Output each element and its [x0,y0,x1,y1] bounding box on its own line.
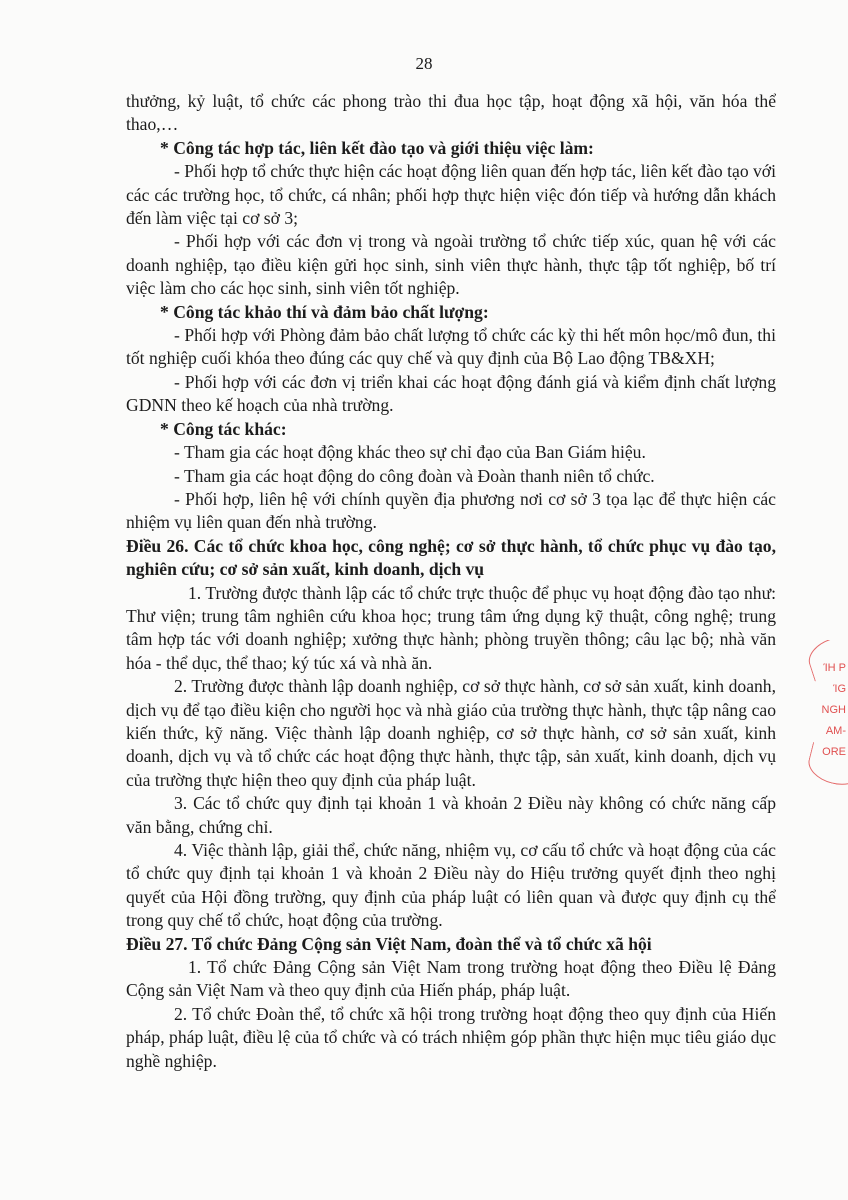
article-heading-27: Điều 27. Tổ chức Đảng Cộng sản Việt Nam, đoàn thể và tổ chức xã hội [126,933,652,954]
paragraph: 4. Việc thành lập, giải thể, chức năng, nhiệm vụ, cơ cấu tổ chức và hoạt động của các tổ chức quy định tại khoản 1 và khoản 2 Điều này do Hiệu trưởng quyết định theo nghị quyết của Hội đồng trường, quy định của pháp luật có liên quan và được quy định cụ thể trong quy chế tổ chức, hoạt động của trường. [126,840,776,931]
document-body [126,90,776,1073]
section-heading: * Công tác khác: [160,418,287,439]
seal-arc-bottom [808,742,848,790]
paragraph: - Phối hợp với các đơn vị triển khai các hoạt động đánh giá và kiểm định chất lượng GDNN theo kế hoạch của nhà trường. [126,371,776,416]
paragraph: - Phối hợp, liên hệ với chính quyền địa phương nơi cơ sở 3 tọa lạc để thực hiện các nhiệm vụ liên quan đến nhà trường. [126,488,776,533]
paragraph: - Tham gia các hoạt động khác theo sự chỉ đạo của Ban Giám hiệu. [174,442,646,463]
paragraph: - Phối hợp tổ chức thực hiện các hoạt động liên quan đến hợp tác, liên kết đào tạo với các các trường học, tổ chức, cá nhân; phối hợp thực hiện việc đón tiếp và hướng dẫn khách đến làm việc tại cơ sở 3; [126,161,777,229]
paragraph: thưởng, kỷ luật, tổ chức các phong trào thi đua học tập, hoạt động xã hội, văn hóa thể thao,… [126,91,776,135]
paragraph: 3. Các tổ chức quy định tại khoản 1 và khoản 2 Điều này không có chức năng cấp văn bằng, chứng chỉ. [126,793,776,837]
section-heading: * Công tác khảo thí và đảm bảo chất lượng: [160,301,489,322]
paragraph: 2. Tổ chức Đoàn thể, tổ chức xã hội trong trường hoạt động theo quy định của Hiến pháp, pháp luật, điều lệ của tổ chức và có trách nhiệm góp phần thực hiện mục tiêu giáo dục nghề nghiệp. [126,1003,776,1071]
official-seal-partial [808,640,848,790]
paragraph: - Phối hợp với Phòng đảm bảo chất lượng tổ chức các kỳ thi hết môn học/mô đun, thi tốt nghiệp cuối khóa theo đúng các quy chế và quy định của Bộ Lao động TB&XH; [126,325,776,369]
paragraph: 2. Trường được thành lập doanh nghiệp, cơ sở thực hành, cơ sở sản xuất, kinh doanh, dịch vụ để tạo điều kiện cho người học và nhà giáo của trường thực hành, thực tập nâng cao kiến thức, kỹ năng. Việc thành lập doanh nghiệp, cơ sở thực hành, cơ sở sản xuất, kinh doanh, dịch vụ và tổ chức các hoạt động thực hành, thực tập, sản xuất, kinh doanh, dịch vụ của trường thực hiện theo quy định của pháp luật. [126,676,776,790]
seal-text: ΊΗ P ΊG NGH ΑΜ- ORE [821,662,846,758]
paragraph: 1. Trường được thành lập các tổ chức trực thuộc để phục vụ hoạt động đào tạo như: Thư viện; trung tâm nghiên cứu khoa học; trung tâm ứng dụng kỹ thuật, công nghệ; trung tâm hợp tác với doanh nghiệp; xưởng thực hành; phòng truyền thông; câu lạc bộ; nhà văn hóa - thể dục, thể thao; ký túc xá và nhà ăn. [126,582,776,673]
paragraph: - Phối hợp với các đơn vị trong và ngoài trường tổ chức tiếp xúc, quan hệ với các doanh nghiệp, tạo điều kiện gửi học sinh, sinh viên thực hành, thực tập tốt nghiệp, bố trí việc làm cho các học sinh, sinh viên tốt nghiệp. [126,231,776,299]
paragraph: - Tham gia các hoạt động do công đoàn và Đoàn thanh niên tổ chức. [174,465,655,486]
section-heading: * Công tác hợp tác, liên kết đào tạo và giới thiệu việc làm: [160,137,594,158]
page-number: 28 [415,54,433,73]
paragraph: 1. Tổ chức Đảng Cộng sản Việt Nam trong trường hoạt động theo Điều lệ Đảng Cộng sản Việt Nam và theo quy định của Hiến pháp, pháp luật. [126,957,776,1001]
article-heading-26: Điều 26. Các tổ chức khoa học, công nghệ; cơ sở thực hành, tổ chức phục vụ đào tạo, nghiên cứu; cơ sở sản xuất, kinh doanh, dịch vụ [126,535,776,580]
